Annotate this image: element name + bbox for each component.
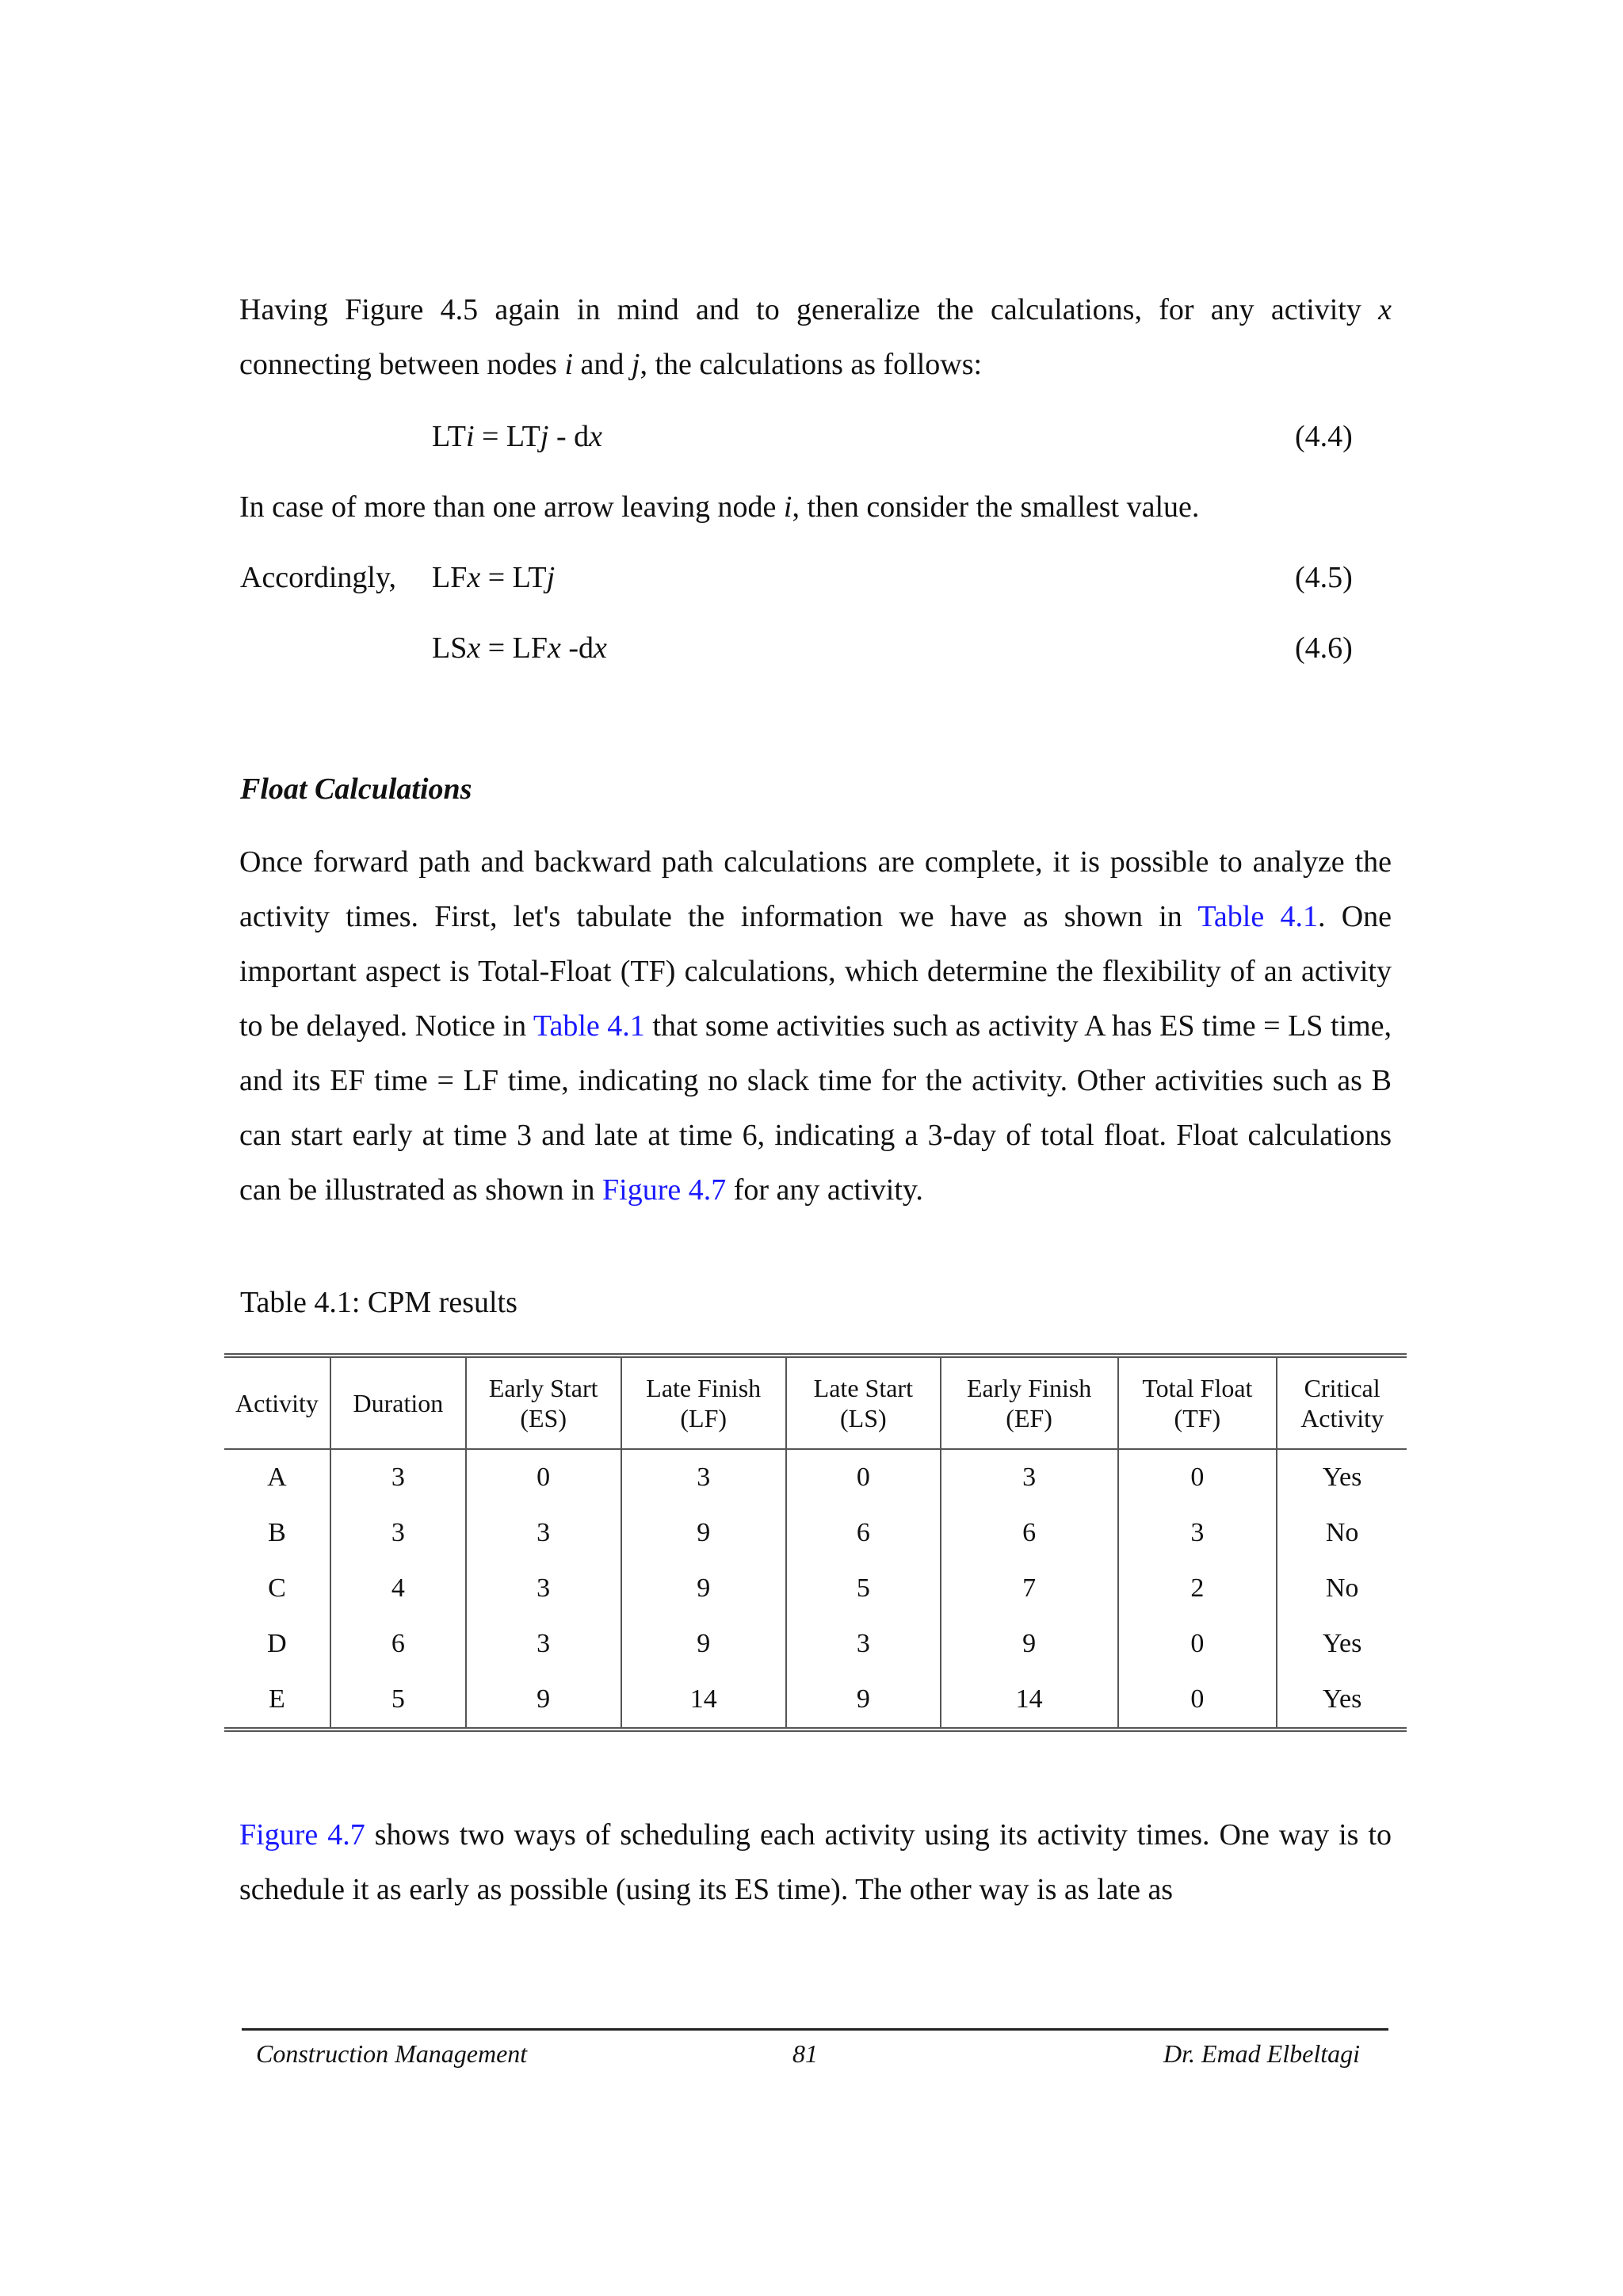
table-cell: 9 (621, 1505, 786, 1561)
table-cell: A (267, 1463, 287, 1492)
table-cell: Yes (1277, 1672, 1407, 1730)
figure-4-7-link-2[interactable]: Figure 4.7 (239, 1818, 365, 1852)
table-cell: D (267, 1629, 287, 1658)
table-cell: 14 (941, 1672, 1118, 1730)
equation-4-5: LFx = LTj (432, 561, 556, 594)
column-header: Early Start (ES) (466, 1356, 621, 1449)
table-4-1-link-2[interactable]: Table 4.1 (533, 1009, 645, 1043)
table-cell: 3 (466, 1616, 621, 1672)
table-4-1-link[interactable]: Table 4.1 (1197, 900, 1318, 933)
paragraph-intro: Having Figure 4.5 again in mind and to generalize the calculations, for any activity x connecting between nodes i and j, the calculations as follows: (239, 293, 1392, 381)
table-cell: 5 (786, 1561, 941, 1616)
table-cell: C (268, 1573, 286, 1603)
figure-4-7-link[interactable]: Figure 4.7 (602, 1173, 727, 1207)
table-cell: 3 (621, 1449, 786, 1505)
table-cell: 0 (1118, 1672, 1277, 1730)
equation-4-6: LSx = LFx -dx (432, 631, 607, 665)
table-cell: E (224, 1672, 330, 1730)
table-cell: 3 (1118, 1505, 1277, 1561)
table-cell: 6 (330, 1616, 466, 1672)
column-header: Activity (224, 1356, 330, 1449)
table-cell: Yes (1277, 1616, 1407, 1672)
paragraph-float: Once forward path and backward path calculations are complete, it is possible to analyze the activity times. First, let's tabulate the information we have as shown in Table 4.1. One important aspect is Total-Float (TF) calculations, which determine the flexibility of an activity to be delayed. Notice in Table 4.1 that some activities such as activity A has ES time = LS time, and its EF time = LF time, indicating no slack time for the activity. Other activities such as B can start early at time 3 and late at time 6, indicating a 3-day of total float. Float calculations can be illustrated as shown in Figure 4.7 for any activity. (239, 845, 1392, 1207)
equation-number-4-4: (4.4) (1295, 420, 1353, 453)
table-cell: 9 (941, 1616, 1118, 1672)
table-cell: Yes (1277, 1449, 1407, 1505)
column-header: Late Start (LS) (786, 1356, 941, 1449)
table-row (224, 1672, 1407, 1730)
table-cell: No (1277, 1505, 1407, 1561)
table-cell: 6 (941, 1505, 1118, 1561)
table-cell: 3 (941, 1449, 1118, 1505)
footer-course: Construction Management (256, 2039, 528, 2068)
table-cell: 5 (330, 1672, 466, 1730)
equation-lead: Accordingly, (240, 561, 396, 594)
equation-4-4: LTi = LTj - dx (432, 420, 602, 453)
table-cell: 4 (330, 1561, 466, 1616)
column-header: Total Float (TF) (1118, 1356, 1277, 1449)
table-row (224, 1505, 1407, 1561)
table-cell: 3 (466, 1561, 621, 1616)
table-caption: Table 4.1: CPM results (240, 1286, 517, 1319)
table-cell: 3 (786, 1616, 941, 1672)
table-cell: 0 (786, 1449, 941, 1505)
equation-number-4-6: (4.6) (1295, 631, 1353, 665)
table-cell: 0 (466, 1449, 621, 1505)
table-cell: B (268, 1518, 286, 1547)
table-cell: 14 (621, 1672, 786, 1730)
table-cell: 3 (466, 1505, 621, 1561)
table-cell: 6 (786, 1505, 941, 1561)
table-cell: 2 (1118, 1561, 1277, 1616)
table-cell: 0 (1118, 1449, 1277, 1505)
table-cell: 9 (621, 1616, 786, 1672)
paragraph-scheduling: Figure 4.7 shows two ways of scheduling each activity using its activity times. One way is to schedule it as early as possible (using its ES time). The other way is as late as (239, 1818, 1392, 1906)
cpm-results-table (224, 1353, 1407, 1732)
table-cell: 9 (466, 1672, 621, 1730)
table-row (224, 1449, 1407, 1505)
table-cell: 9 (786, 1672, 941, 1730)
table-header-row (224, 1356, 1407, 1449)
page-number: 81 (792, 2039, 818, 2068)
column-header: Late Finish (LF) (621, 1356, 786, 1449)
footer-rule (242, 2028, 1388, 2031)
section-heading: Float Calculations (240, 772, 472, 806)
table-cell: 9 (621, 1561, 786, 1616)
equation-number-4-5: (4.5) (1295, 561, 1353, 594)
table-row (224, 1561, 1407, 1616)
column-header: Critical Activity (1277, 1356, 1407, 1449)
footer-author: Dr. Emad Elbeltagi (1163, 2039, 1360, 2068)
table-body (224, 1449, 1407, 1730)
column-header: Duration (330, 1356, 466, 1449)
table-cell: No (1277, 1561, 1407, 1616)
table-cell: 3 (330, 1505, 466, 1561)
table-cell: 3 (330, 1449, 466, 1505)
table-cell: 0 (1118, 1616, 1277, 1672)
column-header: Early Finish (EF) (941, 1356, 1118, 1449)
table-row (224, 1616, 1407, 1672)
paragraph-smallest-value: In case of more than one arrow leaving node i, then consider the smallest value. (239, 490, 1200, 524)
table-cell: 7 (941, 1561, 1118, 1616)
